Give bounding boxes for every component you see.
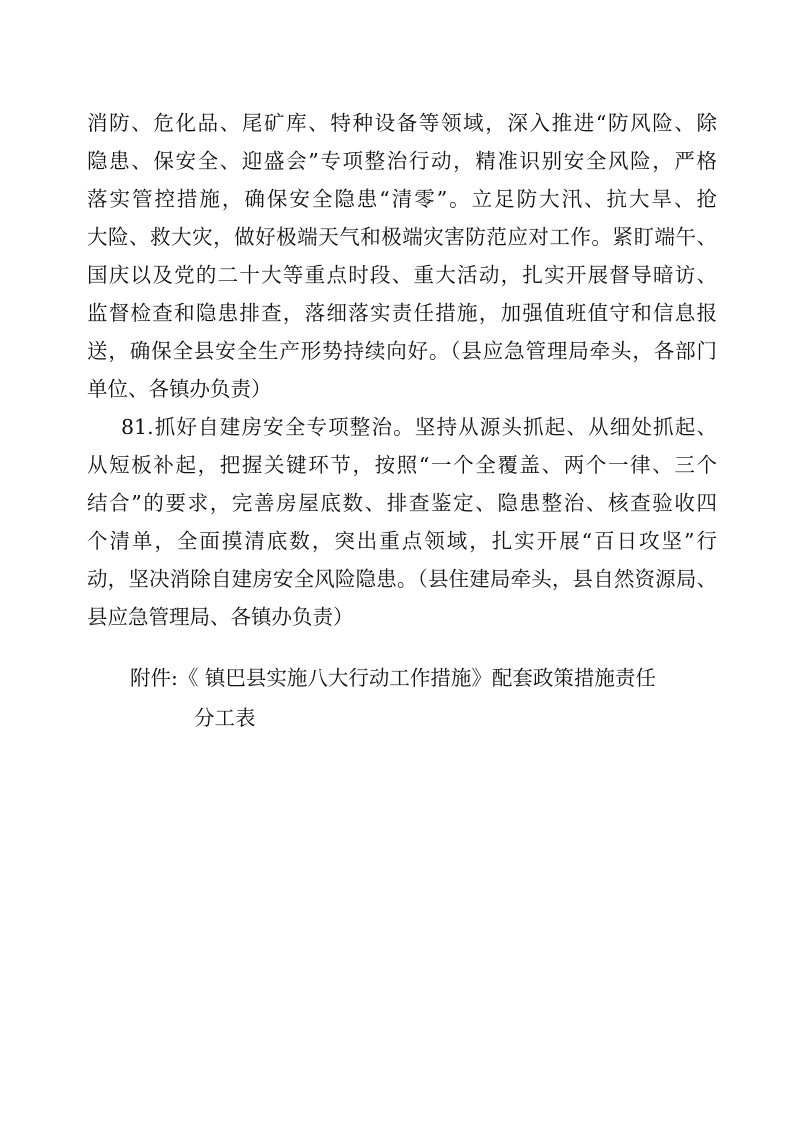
text-line: 隐患、保安全、迎盛会”专项整治行动，精准识别安全风险，严格: [87, 149, 717, 173]
text-line: 结合”的要求，完善房屋底数、排查鉴定、隐患整治、核查验收四: [87, 491, 717, 515]
text-line: 国庆以及党的二十大等重点时段、重大活动，扎实开展督导暗访、: [87, 263, 717, 287]
text-line: 落实管控措施，确保安全隐患“清零”。立足防大汛、抗大旱、抢: [87, 187, 717, 211]
text-line: 县应急管理局、各镇办负责）: [87, 605, 354, 629]
text-line: 消防、危化品、尾矿库、特种设备等领域，深入推进“防风险、除: [87, 111, 717, 135]
attachment-title-line: 附件:《 镇巴县实施八大行动工作措施》配套政策措施责任: [130, 666, 656, 690]
text-line: 81.抓好自建房安全专项整治。坚持从源头抓起、从细处抓起、: [121, 415, 717, 439]
text-line: 动，坚决消除自建房安全风险隐患。（县住建局牵头，县自然资源局、: [87, 567, 717, 591]
attachment-title-line: 分工表: [194, 706, 256, 730]
text-line: 个清单，全面摸清底数，突出重点领域，扎实开展“百日攻坚”行: [87, 529, 717, 553]
text-line: 从短板补起，把握关键环节，按照“一个全覆盖、两个一律、三个: [87, 453, 717, 477]
text-line: 监督检查和隐患排查，落细落实责任措施，加强值班值守和信息报: [87, 301, 717, 325]
text-line: 大险、救大灾，做好极端天气和极端灾害防范应对工作。紧盯端午、: [87, 225, 717, 249]
text-line: 单位、各镇办负责）: [87, 377, 272, 401]
text-line: 送，确保全县安全生产形势持续向好。（县应急管理局牵头，各部门: [87, 339, 717, 363]
